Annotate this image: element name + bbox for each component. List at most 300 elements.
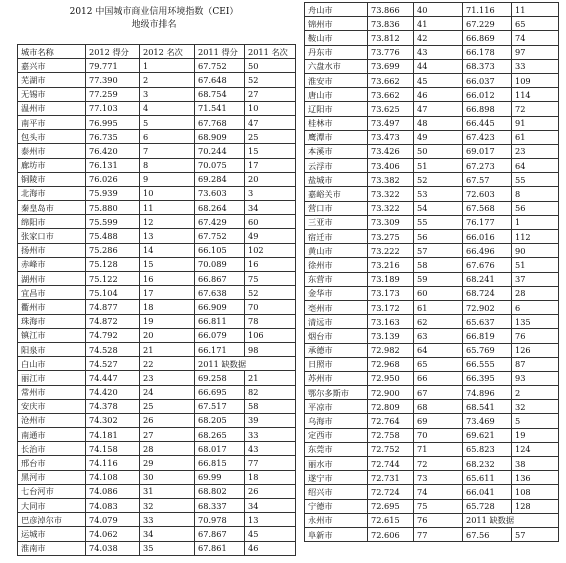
cell-rank-2012: 50 bbox=[414, 144, 463, 158]
cell-score-2011: 65.823 bbox=[463, 442, 512, 456]
cell-rank-2011: 3 bbox=[245, 186, 296, 200]
cell-rank-2012: 9 bbox=[140, 172, 195, 186]
cell-rank-2012: 13 bbox=[140, 229, 195, 243]
cell-rank-2011: 112 bbox=[512, 230, 559, 244]
cell-score-2012: 74.792 bbox=[86, 328, 140, 342]
cell-score-2011: 66.898 bbox=[463, 102, 512, 116]
cell-score-2012: 73.139 bbox=[368, 329, 414, 343]
cell-city: 永州市 bbox=[305, 513, 368, 527]
cell-rank-2012: 70 bbox=[414, 428, 463, 442]
cell-city: 长治市 bbox=[18, 442, 86, 456]
cell-rank-2012: 73 bbox=[414, 471, 463, 485]
cell-city: 鞍山市 bbox=[305, 31, 368, 45]
table-row bbox=[305, 215, 559, 229]
table-row bbox=[18, 470, 296, 484]
cell-score-2011: 67.57 bbox=[463, 173, 512, 187]
cell-rank-2011: 57 bbox=[512, 527, 559, 541]
cell-rank-2012: 27 bbox=[140, 428, 195, 442]
cell-rank-2012: 53 bbox=[414, 187, 463, 201]
cell-city: 日照市 bbox=[305, 357, 368, 371]
cell-score-2011: 72.902 bbox=[463, 300, 512, 314]
table-row bbox=[305, 31, 559, 45]
cell-rank-2011: 58 bbox=[245, 399, 296, 413]
cell-score-2011: 70.244 bbox=[195, 144, 245, 158]
cell-score-2011: 65.637 bbox=[463, 315, 512, 329]
cell-city: 南通市 bbox=[18, 428, 86, 442]
table-row bbox=[305, 315, 559, 329]
cell-score-2011: 67.676 bbox=[463, 258, 512, 272]
cell-score-2011: 67.648 bbox=[195, 73, 245, 87]
cell-score-2012: 72.900 bbox=[368, 386, 414, 400]
cell-rank-2011: 52 bbox=[245, 286, 296, 300]
table-row bbox=[18, 328, 296, 342]
cell-rank-2012: 18 bbox=[140, 300, 195, 314]
cell-rank-2011: 56 bbox=[512, 201, 559, 215]
table-row bbox=[305, 272, 559, 286]
cell-score-2012: 73.163 bbox=[368, 315, 414, 329]
cell-score-2012: 74.079 bbox=[86, 513, 140, 527]
cell-city: 张家口市 bbox=[18, 229, 86, 243]
cell-city: 徐州市 bbox=[305, 258, 368, 272]
cell-score-2012: 73.497 bbox=[368, 116, 414, 130]
table-row bbox=[18, 286, 296, 300]
cell-score-2012: 75.286 bbox=[86, 243, 140, 257]
cell-rank-2012: 3 bbox=[140, 87, 195, 101]
cell-score-2011: 69.258 bbox=[195, 371, 245, 385]
cell-score-2012: 73.172 bbox=[368, 300, 414, 314]
table-row bbox=[18, 342, 296, 356]
header-rank-2012: 2012 名次 bbox=[140, 45, 195, 59]
cell-city: 黑河市 bbox=[18, 470, 86, 484]
cell-score-2012: 72.724 bbox=[368, 485, 414, 499]
cell-rank-2012: 60 bbox=[414, 286, 463, 300]
cell-city: 铜陵市 bbox=[18, 172, 86, 186]
cell-score-2011: 66.395 bbox=[463, 371, 512, 385]
table-row bbox=[18, 87, 296, 101]
cell-score-2012: 76.131 bbox=[86, 158, 140, 172]
table-row bbox=[305, 499, 559, 513]
table-row bbox=[18, 101, 296, 115]
table-row bbox=[18, 300, 296, 314]
cell-city: 白山市 bbox=[18, 357, 86, 371]
cell-city: 承德市 bbox=[305, 343, 368, 357]
cell-city: 宁德市 bbox=[305, 499, 368, 513]
cell-city: 大同市 bbox=[18, 499, 86, 513]
cell-city: 六盘水市 bbox=[305, 59, 368, 73]
cell-rank-2012: 30 bbox=[140, 470, 195, 484]
page-title: 2012 中国城市商业信用环境指数（CEI） bbox=[69, 7, 239, 17]
cell-rank-2012: 34 bbox=[140, 527, 195, 541]
cell-score-2012: 74.447 bbox=[86, 371, 140, 385]
cell-score-2011: 67.867 bbox=[195, 527, 245, 541]
cell-rank-2011: 27 bbox=[245, 87, 296, 101]
table-row bbox=[18, 513, 296, 527]
cell-rank-2012: 68 bbox=[414, 400, 463, 414]
cell-rank-2012: 23 bbox=[140, 371, 195, 385]
cell-rank-2012: 28 bbox=[140, 442, 195, 456]
cell-rank-2012: 26 bbox=[140, 413, 195, 427]
table-row bbox=[305, 471, 559, 485]
table-row bbox=[305, 3, 559, 17]
cell-score-2011: 68.241 bbox=[463, 272, 512, 286]
cell-score-2012: 74.181 bbox=[86, 428, 140, 442]
table-row bbox=[18, 399, 296, 413]
table-row bbox=[305, 59, 559, 73]
cell-city: 秦皇岛市 bbox=[18, 201, 86, 215]
cell-rank-2012: 77 bbox=[414, 527, 463, 541]
cell-score-2012: 73.406 bbox=[368, 159, 414, 173]
cell-score-2011: 68.909 bbox=[195, 130, 245, 144]
cell-score-2012: 73.426 bbox=[368, 144, 414, 158]
cell-rank-2011: 77 bbox=[245, 456, 296, 470]
cell-rank-2011: 6 bbox=[512, 300, 559, 314]
cell-score-2011: 68.265 bbox=[195, 428, 245, 442]
cell-score-2012: 73.322 bbox=[368, 187, 414, 201]
cell-rank-2012: 16 bbox=[140, 272, 195, 286]
cell-city: 唐山市 bbox=[305, 88, 368, 102]
cell-city: 赤峰市 bbox=[18, 257, 86, 271]
cell-rank-2011: 82 bbox=[245, 385, 296, 399]
cell-score-2012: 79.771 bbox=[86, 59, 140, 73]
table-row bbox=[18, 158, 296, 172]
table-row bbox=[305, 45, 559, 59]
cell-city: 锦州市 bbox=[305, 17, 368, 31]
table-row bbox=[305, 286, 559, 300]
cell-rank-2011: 97 bbox=[512, 45, 559, 59]
cell-city: 淮南市 bbox=[18, 541, 86, 555]
cell-score-2012: 74.116 bbox=[86, 456, 140, 470]
cell-score-2012: 72.950 bbox=[368, 371, 414, 385]
cell-rank-2011: 109 bbox=[512, 73, 559, 87]
cell-rank-2012: 72 bbox=[414, 457, 463, 471]
cell-score-2012: 72.695 bbox=[368, 499, 414, 513]
cell-score-2012: 75.599 bbox=[86, 215, 140, 229]
cell-score-2012: 73.776 bbox=[368, 45, 414, 59]
cell-score-2011: 66.819 bbox=[463, 329, 512, 343]
cell-city: 邢台市 bbox=[18, 456, 86, 470]
cell-score-2012: 73.473 bbox=[368, 130, 414, 144]
cell-score-2011: 74.896 bbox=[463, 386, 512, 400]
cell-city: 沧州市 bbox=[18, 413, 86, 427]
cell-city: 珠海市 bbox=[18, 314, 86, 328]
cell-rank-2011: 74 bbox=[512, 31, 559, 45]
cell-rank-2012: 46 bbox=[414, 88, 463, 102]
cell-score-2012: 76.420 bbox=[86, 144, 140, 158]
cell-rank-2011: 70 bbox=[245, 300, 296, 314]
cell-score-2012: 73.309 bbox=[368, 215, 414, 229]
cell-rank-2012: 55 bbox=[414, 215, 463, 229]
cell-rank-2011: 51 bbox=[512, 258, 559, 272]
cell-rank-2011: 32 bbox=[512, 400, 559, 414]
header-city: 城市名称 bbox=[18, 45, 86, 59]
cell-score-2011: 66.445 bbox=[463, 116, 512, 130]
cell-city: 南平市 bbox=[18, 115, 86, 129]
table-row bbox=[18, 172, 296, 186]
cell-rank-2011: 23 bbox=[512, 144, 559, 158]
cell-rank-2011: 45 bbox=[245, 527, 296, 541]
cell-score-2012: 73.222 bbox=[368, 244, 414, 258]
cell-rank-2012: 17 bbox=[140, 286, 195, 300]
cell-city: 泰州市 bbox=[18, 144, 86, 158]
table-row bbox=[305, 442, 559, 456]
table-row bbox=[305, 116, 559, 130]
cell-score-2012: 76.735 bbox=[86, 130, 140, 144]
table-row bbox=[18, 484, 296, 498]
cell-rank-2011: 15 bbox=[245, 144, 296, 158]
cell-rank-2011: 78 bbox=[245, 314, 296, 328]
cell-rank-2011: 136 bbox=[512, 471, 559, 485]
cell-score-2012: 75.939 bbox=[86, 186, 140, 200]
cell-score-2011: 76.177 bbox=[463, 215, 512, 229]
cell-city: 巴彦淖尔市 bbox=[18, 513, 86, 527]
cell-score-2011: 67.568 bbox=[463, 201, 512, 215]
cell-score-2011: 73.469 bbox=[463, 414, 512, 428]
cell-score-2011: 66.012 bbox=[463, 88, 512, 102]
table-row bbox=[305, 428, 559, 442]
cell-rank-2011: 61 bbox=[512, 130, 559, 144]
cell-score-2011: 67.429 bbox=[195, 215, 245, 229]
table-row bbox=[305, 457, 559, 471]
cell-rank-2012: 19 bbox=[140, 314, 195, 328]
cell-rank-2011: 55 bbox=[512, 173, 559, 187]
cell-score-2011: 68.724 bbox=[463, 286, 512, 300]
cell-rank-2011: 98 bbox=[245, 342, 296, 356]
cell-rank-2011: 20 bbox=[245, 172, 296, 186]
cell-rank-2011: 87 bbox=[512, 357, 559, 371]
cell-rank-2012: 32 bbox=[140, 499, 195, 513]
cell-score-2011: 71.541 bbox=[195, 101, 245, 115]
table-row bbox=[18, 371, 296, 385]
cell-rank-2011: 106 bbox=[245, 328, 296, 342]
cell-score-2011: 70.978 bbox=[195, 513, 245, 527]
cell-rank-2012: 75 bbox=[414, 499, 463, 513]
cell-rank-2012: 12 bbox=[140, 215, 195, 229]
cell-score-2011: 66.041 bbox=[463, 485, 512, 499]
cell-city: 淮安市 bbox=[305, 73, 368, 87]
table-row bbox=[305, 187, 559, 201]
cell-rank-2011: 64 bbox=[512, 159, 559, 173]
cell-rank-2011: 114 bbox=[512, 88, 559, 102]
table-row bbox=[305, 17, 559, 31]
cell-rank-2011: 91 bbox=[512, 116, 559, 130]
table-row bbox=[305, 357, 559, 371]
cell-rank-2012: 45 bbox=[414, 73, 463, 87]
cell-score-2012: 73.216 bbox=[368, 258, 414, 272]
ranking-table-left bbox=[17, 44, 296, 556]
cell-city: 营口市 bbox=[305, 201, 368, 215]
cell-score-2012: 73.812 bbox=[368, 31, 414, 45]
cell-rank-2012: 67 bbox=[414, 386, 463, 400]
cell-score-2011: 67.517 bbox=[195, 399, 245, 413]
table-row bbox=[305, 386, 559, 400]
cell-score-2011: 66.016 bbox=[463, 230, 512, 244]
table-row bbox=[305, 173, 559, 187]
cell-score-2011: 71.116 bbox=[463, 3, 512, 17]
cell-score-2011: 67.423 bbox=[463, 130, 512, 144]
cell-rank-2011: 1 bbox=[512, 215, 559, 229]
cell-score-2011: 68.205 bbox=[195, 413, 245, 427]
cell-rank-2011: 76 bbox=[512, 329, 559, 343]
cell-city: 舟山市 bbox=[305, 3, 368, 17]
cell-rank-2012: 2 bbox=[140, 73, 195, 87]
cell-city: 宜昌市 bbox=[18, 286, 86, 300]
cell-note-missing-data: 2011 缺数据 bbox=[463, 513, 559, 527]
cell-rank-2012: 29 bbox=[140, 456, 195, 470]
cell-score-2012: 74.302 bbox=[86, 413, 140, 427]
cell-score-2012: 74.108 bbox=[86, 470, 140, 484]
table-row bbox=[305, 144, 559, 158]
cell-score-2012: 75.122 bbox=[86, 272, 140, 286]
table-row bbox=[18, 272, 296, 286]
cell-score-2012: 76.995 bbox=[86, 115, 140, 129]
cell-city: 嘉峪关市 bbox=[305, 187, 368, 201]
cell-rank-2011: 17 bbox=[245, 158, 296, 172]
cell-rank-2012: 15 bbox=[140, 257, 195, 271]
cell-rank-2011: 128 bbox=[512, 499, 559, 513]
cell-score-2011: 66.867 bbox=[195, 272, 245, 286]
cell-rank-2011: 8 bbox=[512, 187, 559, 201]
cell-score-2011: 66.555 bbox=[463, 357, 512, 371]
cell-score-2011: 66.178 bbox=[463, 45, 512, 59]
cell-score-2011: 66.105 bbox=[195, 243, 245, 257]
cell-score-2012: 75.128 bbox=[86, 257, 140, 271]
cell-score-2012: 74.378 bbox=[86, 399, 140, 413]
cell-rank-2011: 11 bbox=[512, 3, 559, 17]
cell-score-2012: 73.382 bbox=[368, 173, 414, 187]
cell-city: 湖州市 bbox=[18, 272, 86, 286]
cell-city: 衢州市 bbox=[18, 300, 86, 314]
table-row bbox=[18, 201, 296, 215]
table-row bbox=[18, 59, 296, 73]
cell-rank-2011: 5 bbox=[512, 414, 559, 428]
table-row bbox=[305, 371, 559, 385]
cell-city: 定西市 bbox=[305, 428, 368, 442]
table-row bbox=[305, 201, 559, 215]
cell-score-2011: 67.638 bbox=[195, 286, 245, 300]
cell-score-2012: 74.038 bbox=[86, 541, 140, 555]
cell-rank-2011: 26 bbox=[245, 484, 296, 498]
cell-rank-2011: 50 bbox=[245, 59, 296, 73]
cell-rank-2012: 42 bbox=[414, 31, 463, 45]
table-row bbox=[18, 428, 296, 442]
cell-rank-2012: 20 bbox=[140, 328, 195, 342]
cell-rank-2012: 58 bbox=[414, 258, 463, 272]
cell-score-2012: 74.158 bbox=[86, 442, 140, 456]
cell-score-2012: 74.877 bbox=[86, 300, 140, 314]
cell-score-2011: 68.017 bbox=[195, 442, 245, 456]
cell-score-2012: 74.086 bbox=[86, 484, 140, 498]
cell-rank-2012: 64 bbox=[414, 343, 463, 357]
cell-rank-2011: 52 bbox=[245, 73, 296, 87]
table-row bbox=[18, 357, 296, 371]
cell-rank-2011: 25 bbox=[245, 130, 296, 144]
cell-city: 扬州市 bbox=[18, 243, 86, 257]
cell-city: 宿迁市 bbox=[305, 230, 368, 244]
cell-rank-2012: 74 bbox=[414, 485, 463, 499]
cell-score-2012: 73.662 bbox=[368, 88, 414, 102]
cell-rank-2012: 41 bbox=[414, 17, 463, 31]
cell-score-2012: 73.173 bbox=[368, 286, 414, 300]
cell-score-2011: 67.56 bbox=[463, 527, 512, 541]
table-row bbox=[305, 400, 559, 414]
cell-city: 温州市 bbox=[18, 101, 86, 115]
cell-city: 绍兴市 bbox=[305, 485, 368, 499]
cell-rank-2011: 102 bbox=[245, 243, 296, 257]
cell-rank-2011: 34 bbox=[245, 499, 296, 513]
cell-score-2011: 66.869 bbox=[463, 31, 512, 45]
cell-city: 清远市 bbox=[305, 315, 368, 329]
table-row bbox=[18, 541, 296, 555]
cell-city: 芜湖市 bbox=[18, 73, 86, 87]
cell-city: 乌海市 bbox=[305, 414, 368, 428]
table-row bbox=[305, 485, 559, 499]
cell-rank-2012: 59 bbox=[414, 272, 463, 286]
table-row bbox=[305, 513, 559, 527]
cell-city: 阜新市 bbox=[305, 527, 368, 541]
cell-score-2012: 72.982 bbox=[368, 343, 414, 357]
cell-score-2011: 65.769 bbox=[463, 343, 512, 357]
cell-city: 嘉兴市 bbox=[18, 59, 86, 73]
cell-score-2012: 72.744 bbox=[368, 457, 414, 471]
cell-score-2011: 70.075 bbox=[195, 158, 245, 172]
cell-score-2012: 77.390 bbox=[86, 73, 140, 87]
cell-score-2012: 77.103 bbox=[86, 101, 140, 115]
cell-rank-2011: 46 bbox=[245, 541, 296, 555]
cell-rank-2012: 44 bbox=[414, 59, 463, 73]
cell-city: 遂宁市 bbox=[305, 471, 368, 485]
cell-score-2011: 66.496 bbox=[463, 244, 512, 258]
cell-rank-2012: 6 bbox=[140, 130, 195, 144]
cell-score-2012: 76.026 bbox=[86, 172, 140, 186]
table-row bbox=[18, 527, 296, 541]
table-row bbox=[18, 456, 296, 470]
cell-rank-2011: 10 bbox=[245, 101, 296, 115]
cell-city: 烟台市 bbox=[305, 329, 368, 343]
cell-rank-2011: 28 bbox=[512, 286, 559, 300]
cell-rank-2012: 35 bbox=[140, 541, 195, 555]
cell-rank-2011: 93 bbox=[512, 371, 559, 385]
cell-score-2011: 69.621 bbox=[463, 428, 512, 442]
page-subtitle: 地级市排名 bbox=[131, 20, 177, 30]
cell-rank-2011: 126 bbox=[512, 343, 559, 357]
cell-score-2011: 66.695 bbox=[195, 385, 245, 399]
cell-rank-2011: 72 bbox=[512, 102, 559, 116]
cell-score-2011: 68.232 bbox=[463, 457, 512, 471]
cell-score-2012: 74.528 bbox=[86, 342, 140, 356]
cell-rank-2011: 18 bbox=[245, 470, 296, 484]
table-row bbox=[18, 385, 296, 399]
cell-score-2011: 68.802 bbox=[195, 484, 245, 498]
table-row bbox=[18, 499, 296, 513]
cell-rank-2011: 19 bbox=[512, 428, 559, 442]
cell-score-2011: 67.229 bbox=[463, 17, 512, 31]
cell-score-2011: 66.037 bbox=[463, 73, 512, 87]
cell-rank-2011: 47 bbox=[245, 115, 296, 129]
cell-city: 运城市 bbox=[18, 527, 86, 541]
cell-score-2012: 74.872 bbox=[86, 314, 140, 328]
cell-score-2011: 66.811 bbox=[195, 314, 245, 328]
cell-rank-2012: 43 bbox=[414, 45, 463, 59]
cell-city: 鹰潭市 bbox=[305, 130, 368, 144]
cell-city: 阳泉市 bbox=[18, 342, 86, 356]
cell-rank-2012: 14 bbox=[140, 243, 195, 257]
cell-city: 无锡市 bbox=[18, 87, 86, 101]
cell-rank-2012: 33 bbox=[140, 513, 195, 527]
cell-rank-2011: 90 bbox=[512, 244, 559, 258]
cell-rank-2011: 135 bbox=[512, 315, 559, 329]
table-row bbox=[18, 243, 296, 257]
cell-score-2012: 73.625 bbox=[368, 102, 414, 116]
